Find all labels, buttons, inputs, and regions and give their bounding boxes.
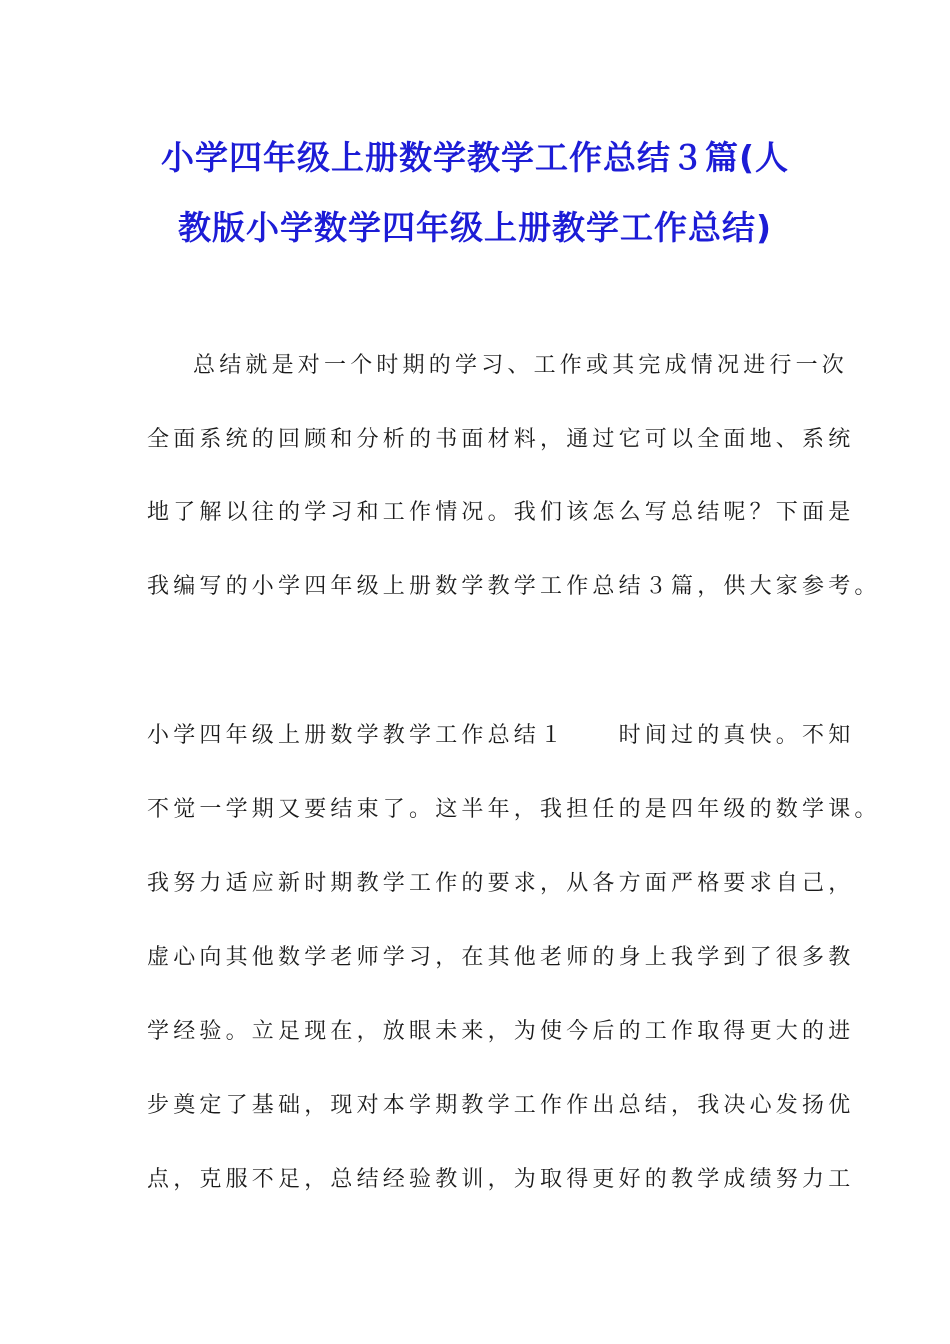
section-line-2: 不觉一学期又要结束了。这半年，我担任的是四年级的数学课。 bbox=[147, 797, 881, 822]
intro-line-3: 地了解以往的学习和工作情况。我们该怎么写总结呢？下面是 bbox=[147, 500, 855, 525]
document-title-line-2: 教版小学数学四年级上册教学工作总结) bbox=[177, 208, 773, 247]
section-line-3: 我努力适应新时期教学工作的要求，从各方面严格要求自己， bbox=[147, 871, 855, 896]
intro-line-2: 全面系统的回顾和分析的书面材料，通过它可以全面地、系统 bbox=[147, 427, 855, 452]
section-line-1: 小学四年级上册数学教学工作总结１ 时间过的真快。不知 bbox=[147, 723, 855, 748]
section-line-4: 虚心向其他数学老师学习，在其他老师的身上我学到了很多教 bbox=[147, 945, 855, 970]
section-line-5: 学经验。立足现在，放眼未来，为使今后的工作取得更大的进 bbox=[147, 1019, 855, 1044]
intro-line-4: 我编写的小学四年级上册数学教学工作总结３篇，供大家参考。 bbox=[147, 574, 881, 599]
section-line-7: 点，克服不足，总结经验教训，为取得更好的教学成绩努力工 bbox=[147, 1167, 855, 1192]
section-line-6: 步奠定了基础，现对本学期教学工作作出总结，我决心发扬优 bbox=[147, 1093, 855, 1118]
document-title-line-1: 小学四年级上册数学教学工作总结３篇(人 bbox=[160, 138, 790, 177]
intro-line-1: 总结就是对一个时期的学习、工作或其完成情况进行一次 bbox=[193, 353, 849, 378]
